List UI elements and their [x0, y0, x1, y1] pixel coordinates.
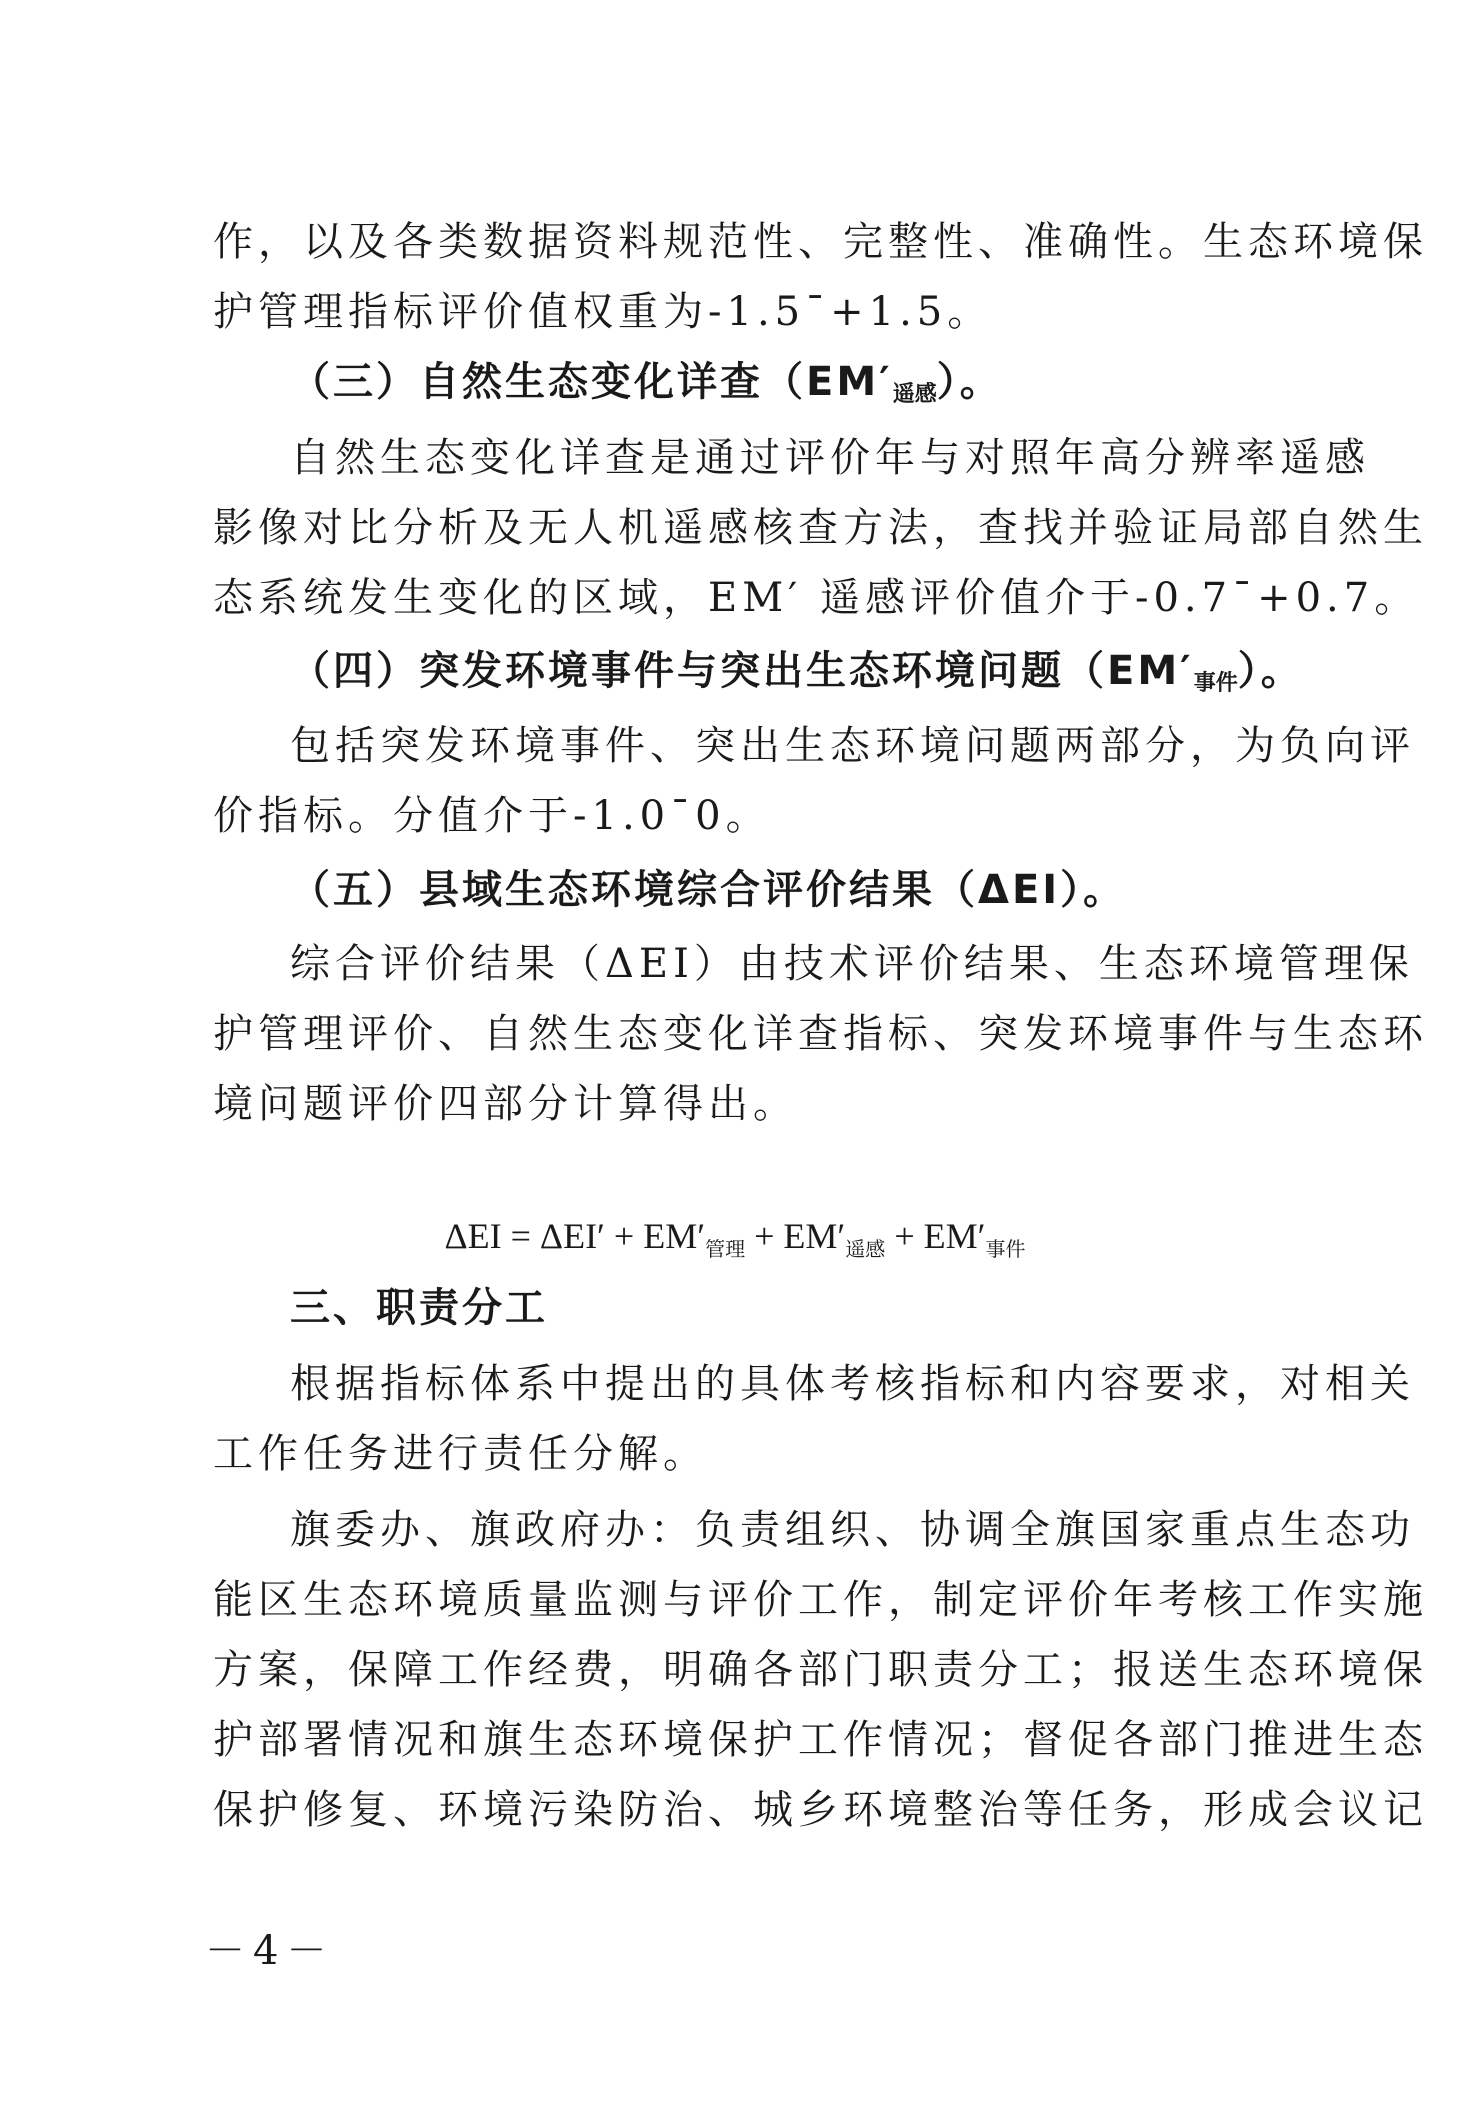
body-line-15: 方案，保障工作经费，明确各部门职责分工；报送生态环境保: [213, 1647, 1428, 1693]
formula-lhs: ΔEI = ΔEI′ + EM′: [444, 1216, 706, 1256]
formula-subscript-management: 管理: [705, 1237, 746, 1261]
formula-term-2: + EM′: [745, 1216, 846, 1256]
section-heading-responsibilities: 三、职责分工: [290, 1285, 548, 1331]
body-line-16: 护部署情况和旗生态环境保护工作情况；督促各部门推进生态: [213, 1717, 1428, 1763]
heading-subscript: 遥感: [892, 382, 937, 407]
heading-text: （三）自然生态变化详查（EM′: [290, 359, 893, 405]
heading-suffix: ）。: [1237, 648, 1304, 694]
formula-term-3: + EM′: [885, 1216, 986, 1256]
page-number: －4－: [205, 1928, 335, 1974]
heading-county-evaluation-result: （五）县域生态环境综合评价结果（ΔEI）。: [290, 867, 1127, 913]
body-line-6: 包括突发环境事件、突出生态环境问题两部分，为负向评: [290, 723, 1415, 769]
body-line-9: 护管理评价、自然生态变化详查指标、突发环境事件与生态环: [213, 1011, 1428, 1057]
evaluation-formula: [0, 1210, 1470, 1275]
body-line-13: 旗委办、旗政府办：负责组织、协调全旗国家重点生态功: [290, 1507, 1415, 1553]
body-line-5: 态系统发生变化的区域，EM′ 遥感评价值介于-0.7¯+0.7。: [213, 575, 1420, 621]
body-line-8: 综合评价结果（ΔEI）由技术评价结果、生态环境管理保: [290, 941, 1414, 987]
body-line-17: 保护修复、环境污染防治、城乡环境整治等任务，形成会议记: [213, 1787, 1428, 1833]
body-line-4: 影像对比分析及无人机遥感核查方法，查找并验证局部自然生: [213, 505, 1428, 551]
formula-subscript-events: 事件: [985, 1237, 1026, 1261]
body-line-12: 工作任务进行责任分解。: [213, 1431, 708, 1477]
body-line-10: 境问题评价四部分计算得出。: [213, 1081, 798, 1127]
formula-subscript-remote-sensing: 遥感: [845, 1237, 886, 1261]
body-line-3: 自然生态变化详查是通过评价年与对照年高分辨率遥感: [290, 435, 1370, 481]
body-line-1: 作，以及各类数据资料规范性、完整性、准确性。生态环境保: [213, 219, 1428, 265]
body-line-14: 能区生态环境质量监测与评价工作，制定评价年考核工作实施: [213, 1577, 1428, 1623]
body-line-7: 价指标。分值介于-1.0¯0。: [213, 793, 771, 839]
heading-natural-ecology-change: [290, 356, 1350, 421]
heading-suffix: ）。: [936, 359, 1003, 405]
body-line-2: 护管理指标评价值权重为-1.5¯+1.5。: [213, 289, 993, 335]
heading-subscript: 事件: [1193, 671, 1238, 696]
heading-text: （四）突发环境事件与突出生态环境问题（EM′: [290, 648, 1194, 694]
body-line-11: 根据指标体系中提出的具体考核指标和内容要求，对相关: [290, 1361, 1415, 1407]
heading-environmental-events: [290, 645, 1350, 710]
